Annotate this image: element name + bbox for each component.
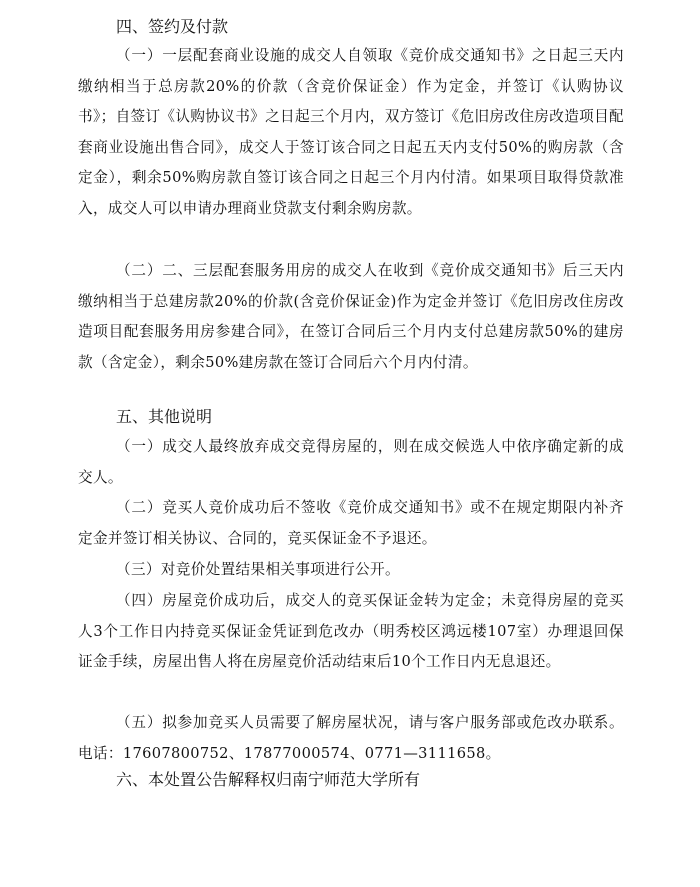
- paragraph-commercial-payment: （一）一层配套商业设施的成交人自领取《竞价成交通知书》之日起三天内缴纳相当于总房款20%的价款（含竞价保证金）作为定金，并签订《认购协议书》；自签订《认购协议书》之日起三个月内，双方签订《危旧房改住房改造项目配套商业设施出售合同》，成交人于签订该合同之日起五天内支付50%的购房款（含定金），剩余50%购房款自签订该合同之日起三个月内付清。如果项目取得贷款准入，成交人可以申请办理商业贷款支付剩余购房款。: [78, 47, 624, 217]
- paragraph-note-4: （四）房屋竞价成功后，成交人的竞买保证金转为定金；未竞得房屋的竞买人3个工作日内持竞买保证金凭证到危改办（明秀校区鸿远楼107室）办理退回保证金手续，房屋出售人将在房屋竞价活动结束后10个工作日内无息退还。: [78, 592, 624, 671]
- paragraph-note-5: （五）拟参加竞买人员需要了解房屋状况，请与客户服务部或危改办联系。电话：17607800752、17877000574、0771—3111658。: [78, 714, 624, 762]
- section-heading-signing-payment: 四、签约及付款: [116, 17, 229, 36]
- paragraph-note-1: （一）成交人最终放弃成交竞得房屋的，则在成交候选人中依序确定新的成交人。: [78, 438, 624, 486]
- section-heading-other-notes: 五、其他说明: [116, 407, 213, 426]
- paragraph-service-room-payment: （二）二、三层配套服务用房的成交人在收到《竞价成交通知书》后三天内缴纳相当于总建房款20%的价款(含竞价保证金)作为定金并签订《危旧房改住房改造项目配套服务用房参建合同》，在签订合同后三个月内支付总建房款50%的建房款（含定金），剩余50%建房款在签订合同后六个月内付清。: [78, 262, 624, 371]
- paragraph-note-2: （二）竞买人竞价成功后不签收《竞价成交通知书》或不在规定期限内补齐定金并签订相关协议、合同的，竞买保证金不予退还。: [78, 499, 624, 547]
- section-heading-interpretation-right: 六、本处置公告解释权归南宁师范大学所有: [116, 770, 421, 789]
- paragraph-note-3: （三）对竞价处置结果相关事项进行公开。: [116, 561, 400, 578]
